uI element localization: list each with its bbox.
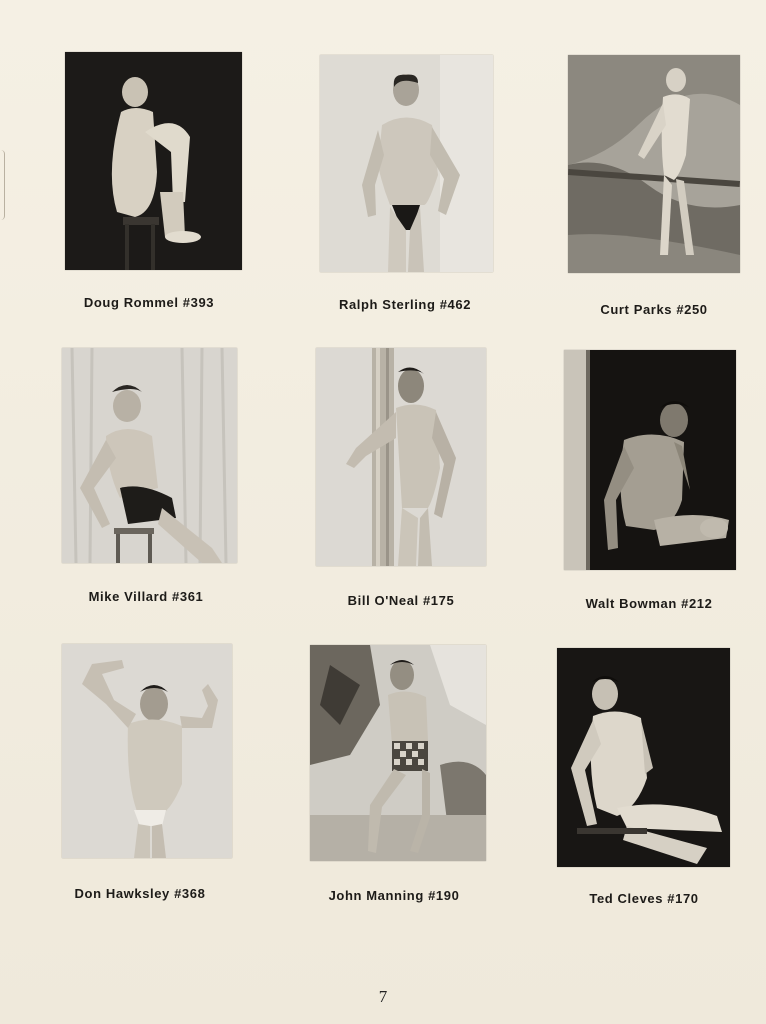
photo-don-hawksley: [62, 644, 232, 858]
photo-caption: Doug Rommel #393: [83, 295, 215, 310]
photo-caption: Walt Bowman #212: [585, 596, 713, 611]
photo-curt-parks: [568, 55, 740, 273]
photo-bill-oneal: [316, 348, 486, 566]
photo-caption: Don Hawksley #368: [74, 886, 206, 901]
photo-mike-villard: [62, 348, 237, 563]
photo-caption: Curt Parks #250: [600, 302, 708, 317]
photo-john-manning: [310, 645, 486, 861]
page-number: 7: [378, 987, 388, 1006]
photo-caption: Mike Villard #361: [88, 589, 204, 604]
page-edge-mark: [0, 150, 5, 220]
photo-doug-rommel: [65, 52, 242, 270]
photo-caption: Ralph Sterling #462: [338, 297, 472, 312]
photo-walt-bowman: [564, 350, 736, 570]
photo-ted-cleves: [557, 648, 730, 867]
photo-caption: Bill O'Neal #175: [347, 593, 455, 608]
photo-ralph-sterling: [320, 55, 493, 272]
photo-caption: Ted Cleves #170: [589, 891, 699, 906]
photo-caption: John Manning #190: [328, 888, 460, 903]
